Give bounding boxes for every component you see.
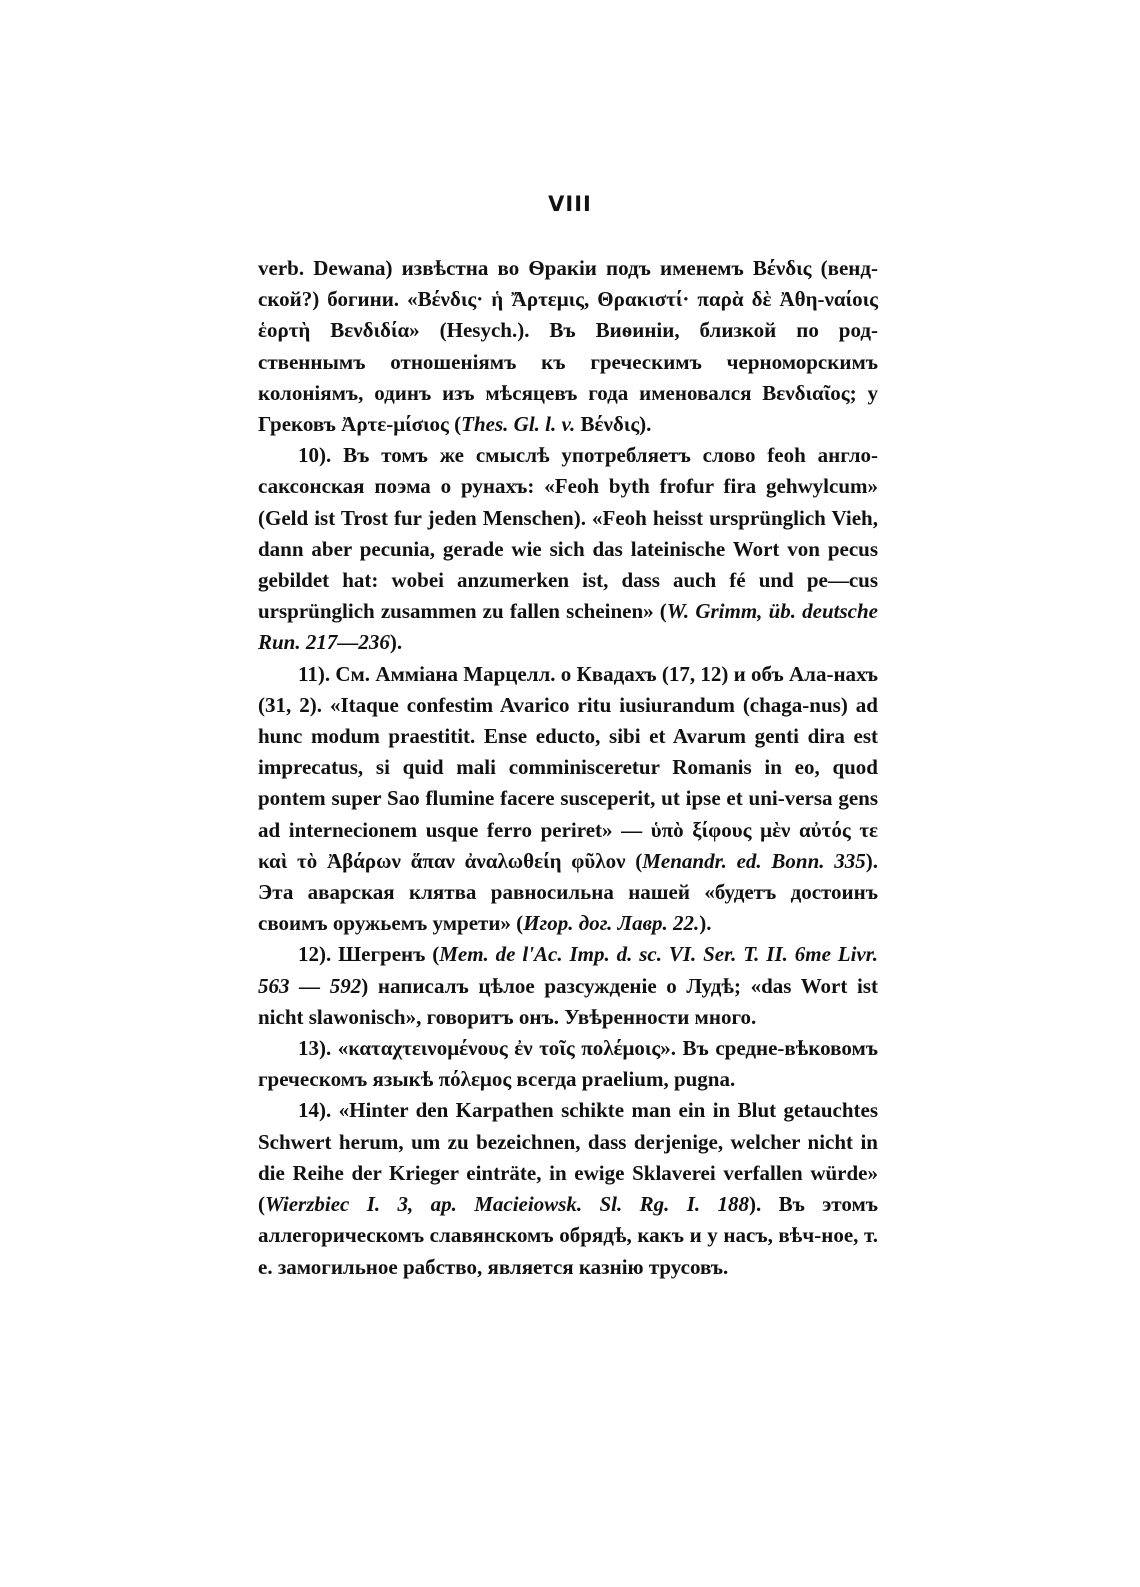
citation: Thes. Gl. l. v. [461, 412, 576, 437]
footnote-continuation [258, 253, 878, 440]
citation: Игор. дог. Лавр. 22. [523, 911, 700, 936]
footnote-text: Βένδις). [575, 412, 652, 437]
footnote-text: ). [389, 630, 403, 655]
citation: Mem. de l'Ac. Imp. d. sc. VI. Ser. T. II. 6me Livr. 563 — 592 [258, 942, 879, 998]
footnote-12 [258, 939, 878, 1033]
footnote-text: 10). Въ томъ же смыслѣ употребляетъ слово feoh англо-саксонская поэма о рунахъ: «Feoh byth frofur fira gehwylcum» (Geld ist Trost fur jeden Menschen). «Feoh heisst ursprünglich Vieh, dann aber pecunia, gerade wie sich das lateinische Wort von pecus gebildet hat: wobei anzumerken ist, dass auch fé und pe—cus ursprünglich zusammen zu fallen scheinen» ( [258, 443, 878, 624]
footnote-text: ). Эта аварская клятва равносильна нашей «будетъ достоинъ своимъ оружьемъ умрети» ( [258, 848, 878, 936]
footnote-text: ). [699, 911, 712, 936]
footnote-10 [258, 440, 878, 658]
page-number: VIII [548, 192, 592, 216]
citation: W. Grimm, üb. deutsche Run. 217—236 [258, 599, 878, 655]
footnote-14 [258, 1095, 878, 1282]
citation: Wierzbiec I. 3, ap. Macieiowsk. Sl. Rg. I. 188 [265, 1192, 750, 1217]
footnote-text: ). Въ этомъ аллегорическомъ славянскомъ обрядѣ, какъ и у насъ, вѣч-ное, т. е. замогильное рабство, является казнію трусовъ. [258, 1192, 878, 1279]
footnote-text: ) написалъ цѣлое разсужденіе о Лудѣ; «das Wort ist nicht slawonisch», говоритъ онъ. Увѣренности много. [258, 973, 878, 1029]
footnote-text: 11). См. Амміана Марцелл. о Квадахъ (17, 12) и объ Ала-нахъ (31, 2). «Itaque confestim Avarico ritu iusiurandum (chaga-nus) ad hunc modum praestitit. Ense educto, sibi et Avarum genti dira est imprecatus, si quid mali comminisceretur Romanis in eo, quod pontem super Sao flumine facere susceperit, ut ipse et uni-versa gens ad internecionem usque ferro periret» — ὑπὸ ξίφους μὲν αὐτός τε καὶ τὸ Ἀβάρων ἅπαν ἀναλωθείη φῦλον ( [258, 661, 878, 873]
footnote-text: 12). Шегренъ ( [298, 942, 440, 967]
citation: Menandr. ed. Bonn. 335 [642, 848, 866, 873]
footnote-text: 13). «καταχτεινομένους ἐν τοῖς πολέμοις». Въ средне-вѣковомъ греческомъ языкѣ πόλεμος всегда praelium, pugna. [258, 1036, 878, 1092]
footnote-text: 14). «Hinter den Karpathen schikte man ein in Blut getauchtes Schwert herum, um zu bezeichnen, dass derjenige, welcher nicht in die Reihe der Krieger einträte, in ewige Sklaverei verfallen würde» ( [258, 1098, 878, 1217]
footnote-text: verb. Dewana) извѣстна во Ѳракіи подъ именемъ Βένδις (венд-ской?) богини. «Βένδις· ἡ Ἄρτεμις, Θρακιστί· παρὰ δὲ Ἀθη-ναίοις ἑορτὴ Βενδιδία» (Hesych.). Въ Виѳиніи, близкой по род-ственнымъ отношеніямъ къ греческимъ черноморскимъ колоніямъ, одинъ изъ мѣсяцевъ года именовался Βενδιαῖος; у Грековъ Ἀρτε-μίσιος ( [258, 256, 878, 437]
footnote-11 [258, 659, 878, 940]
footnotes-text [258, 253, 878, 1283]
footnote-13 [258, 1033, 878, 1095]
